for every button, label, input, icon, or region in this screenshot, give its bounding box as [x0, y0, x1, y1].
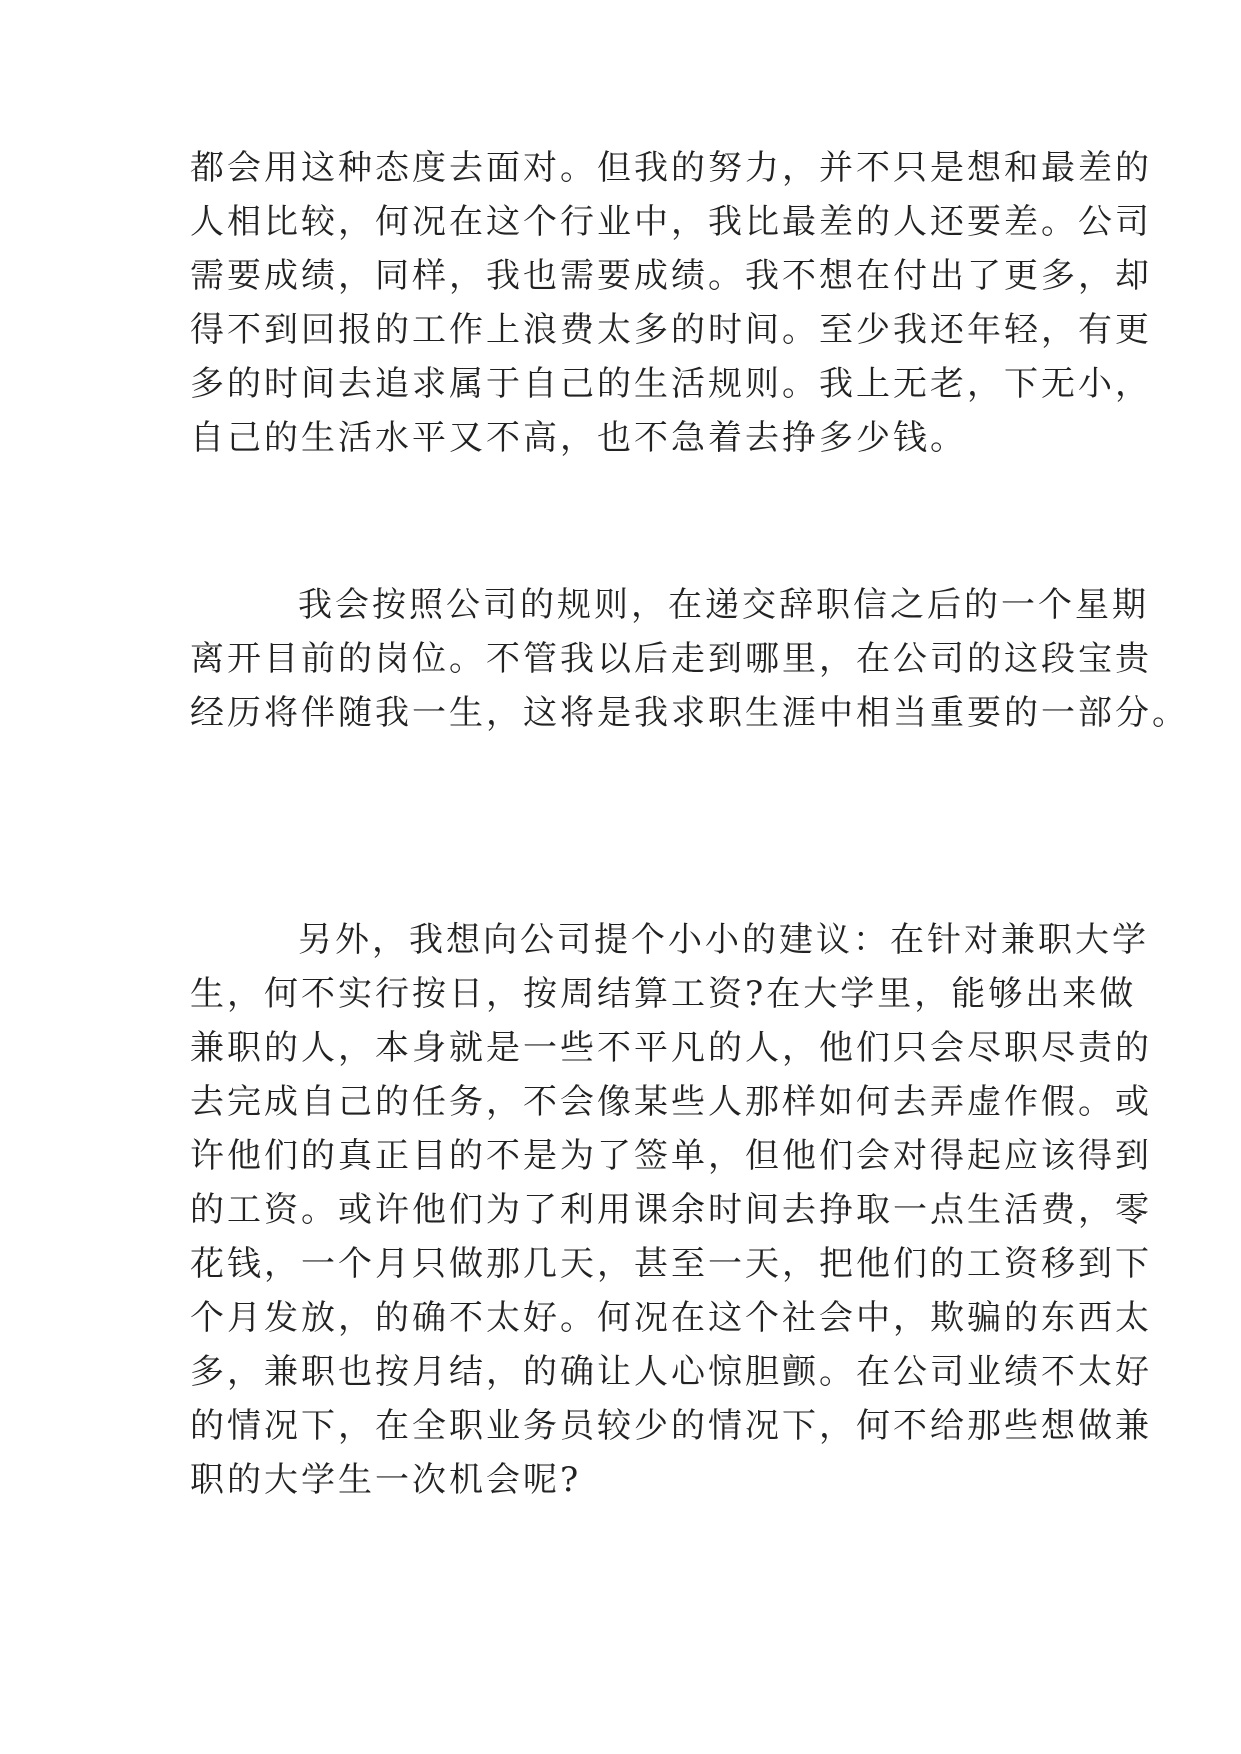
text-line: 兼职的人，本身就是一些不平凡的人，他们只会尽职尽责的: [190, 1028, 1152, 1068]
text-line: 职的大学生一次机会呢?: [190, 1460, 582, 1500]
text-line: 另外，我想向公司提个小小的建议：在针对兼职大学: [298, 920, 1149, 960]
text-line: 自己的生活水平又不高，也不急着去挣多少钱。: [190, 418, 967, 458]
text-line: 的工资。或许他们为了利用课余时间去挣取一点生活费，零: [190, 1190, 1152, 1230]
text-line: 都会用这种态度去面对。但我的努力，并不只是想和最差的: [190, 148, 1152, 188]
text-line: 离开目前的岗位。不管我以后走到哪里，在公司的这段宝贵: [190, 639, 1152, 679]
text-line: 人相比较，何况在这个行业中，我比最差的人还要差。公司: [190, 202, 1152, 242]
text-line: 去完成自己的任务，不会像某些人那样如何去弄虚作假。或: [190, 1082, 1152, 1122]
text-line: 的情况下，在全职业务员较少的情况下，何不给那些想做兼: [190, 1406, 1152, 1446]
text-line: 个月发放，的确不太好。何况在这个社会中，欺骗的东西太: [190, 1298, 1152, 1338]
text-line: 多的时间去追求属于自己的生活规则。我上无老，下无小，: [190, 364, 1152, 404]
text-line: 许他们的真正目的不是为了签单，但他们会对得起应该得到: [190, 1136, 1152, 1176]
text-line: 生，何不实行按日，按周结算工资?在大学里，能够出来做: [190, 974, 1137, 1014]
text-line: 得不到回报的工作上浪费太多的时间。至少我还年轻，有更: [190, 310, 1152, 350]
text-line: 多，兼职也按月结，的确让人心惊胆颤。在公司业绩不太好: [190, 1352, 1152, 1392]
text-line: 需要成绩，同样，我也需要成绩。我不想在付出了更多，却: [190, 256, 1152, 296]
text-line: 我会按照公司的规则，在递交辞职信之后的一个星期: [298, 585, 1149, 625]
text-line: 经历将伴随我一生，这将是我求职生涯中相当重要的一部分。: [190, 693, 1189, 733]
text-line: 花钱，一个月只做那几天，甚至一天，把他们的工资移到下: [190, 1244, 1152, 1284]
